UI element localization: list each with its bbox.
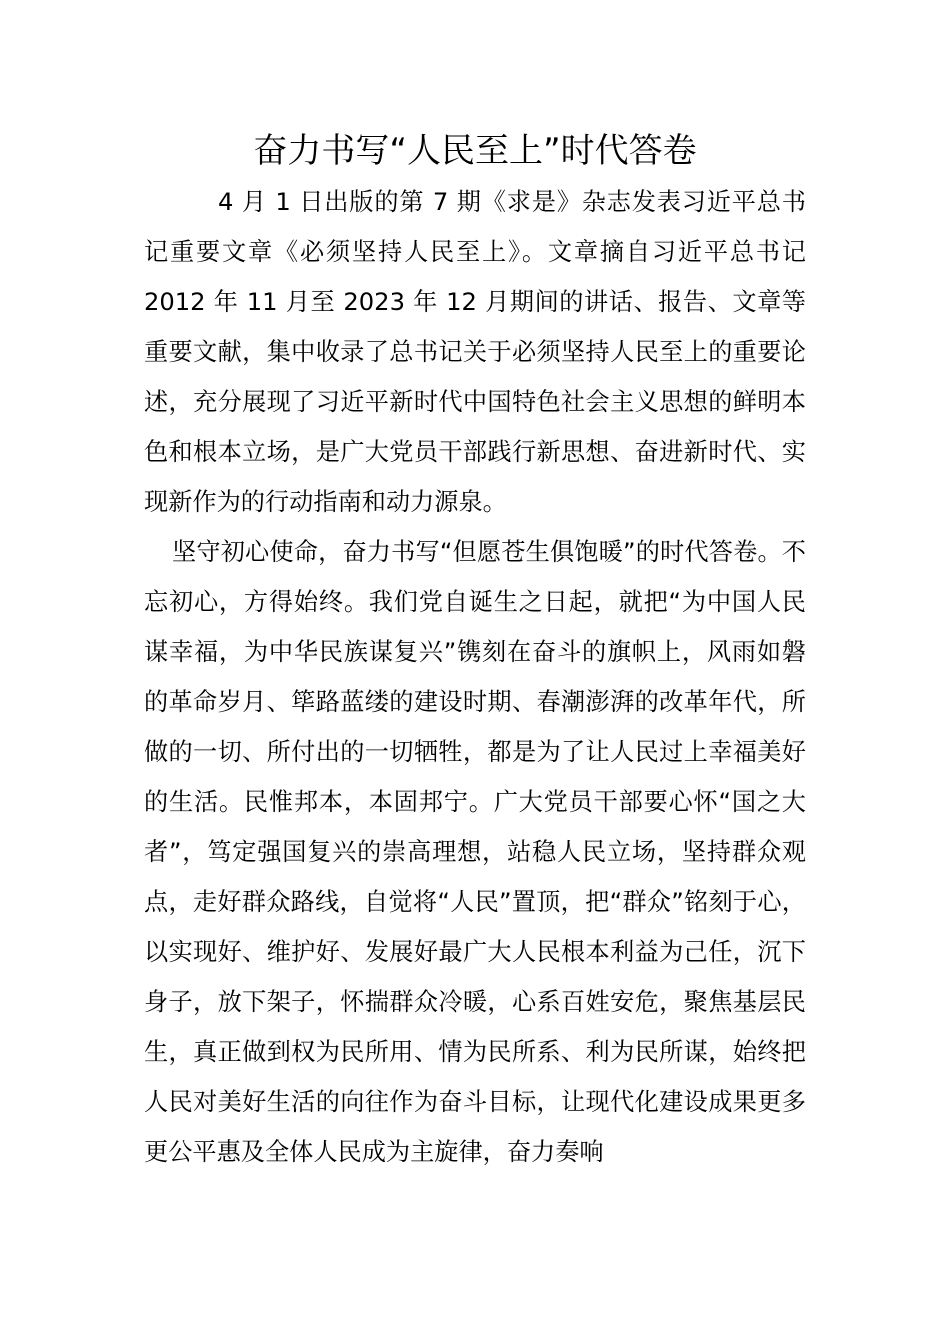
paragraph-1: 4 月 1 日出版的第 7 期《求是》杂志发表习近平总书记重要文章《必须坚持人民至上》。文章摘自习近平总书记 2012 年 11 月至 2023 年 12 月期间的讲话、报告、文章等重要文献，集中收录了总书记关于必须坚持人民至上的重要论述，充分展现了习近平新时代中国特色社会主义思想的鲜明本色和根本立场，是广大党员干部践行新思想、奋进新时代、实现新作为的行动指南和动力源泉。 [144,188,806,516]
document-title: 奋力书写“人民至上”时代答卷 [253,131,697,171]
paragraph-2: 坚守初心使命，奋力书写“但愿苍生俱饱暖”的时代答卷。不忘初心，方得始终。我们党自诞生之日起，就把“为中国人民谋幸福，为中华民族谋复兴”镌刻在奋斗的旗帜上，风雨如磐的革命岁月、筚路蓝缕的建设时期、春潮澎湃的改革年代，所做的一切、所付出的一切牺牲，都是为了让人民过上幸福美好的生活。民惟邦本，本固邦宁。广大党员干部要心怀“国之大者”，笃定强国复兴的崇高理想，站稳人民立场，坚持群众观点，走好群众路线，自觉将“人民”置顶，把“群众”铭刻于心，以实现好、维护好、发展好最广大人民根本利益为己任，沉下身子，放下架子，怀揣群众冷暖，心系百姓安危，聚焦基层民生，真正做到权为民所用、情为民所系、利为民所谋，始终把人民对美好生活的向往作为奋斗目标，让现代化建设成果更多更公平惠及全体人民成为主旋律，奋力奏响 [144,538,806,1166]
document-body [144,177,806,1177]
